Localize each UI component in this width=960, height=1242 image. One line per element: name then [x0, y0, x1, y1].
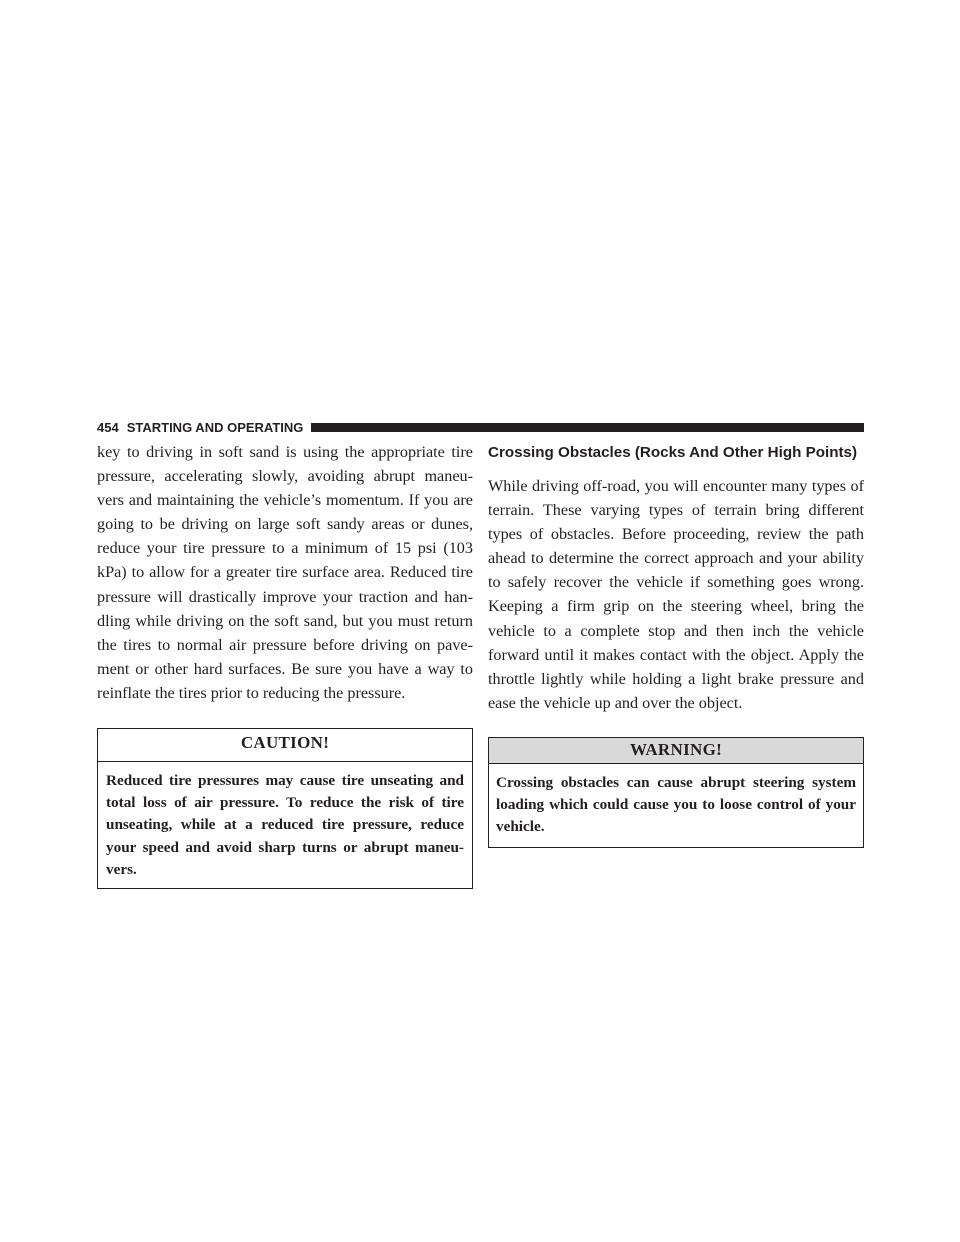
warning-title: WARNING!: [489, 738, 863, 764]
caution-text: Reduced tire pressures may cause tire unseating and total loss of air pressure. To reduce the risk of tire unseating, while at a reduced tire pressure, reduce your speed and avoid sharp turns or abrupt maneu-vers.: [106, 772, 464, 878]
crossing-obstacles-paragraph: While driving off-road, you will encounter many types of terrain. These varying types of terrain bring different types of obstacles. Before proceeding, review the path ahead to determine the correct approach and your ability to safely recover the vehicle if something goes wrong. Keeping a firm grip on the steering wheel, bring the vehicle to a complete stop and then inch the vehicle forward until it makes contact with the object. Apply the throttle lightly while holding a light brake pressure and ease the vehicle up and over the object.: [488, 477, 864, 712]
caution-box: [97, 728, 473, 889]
warning-box: [488, 737, 864, 848]
page-number: 454: [97, 419, 119, 435]
right-column: [488, 440, 864, 848]
page-header: [97, 418, 864, 436]
header-rule: [311, 423, 864, 432]
section-title: STARTING AND OPERATING: [126, 419, 304, 435]
crossing-obstacles-heading: Crossing Obstacles (Rocks And Other High Points): [488, 444, 858, 461]
left-column: [97, 440, 473, 889]
sand-driving-paragraph: key to driving in soft sand is using the appropriate tire pressure, accelerating slowly, avoiding abrupt maneu-vers and maintaining the vehicle’s momentum. If you are going to be driving on large soft sandy areas or dunes, reduce your tire pressure to a minimum of 15 psi (103 kPa) to allow for a greater tire surface area. Reduced tire pressure will drastically improve your traction and han-dling while driving on the soft sand, but you must return the tires to normal air pressure before driving on pave-ment or other hard surfaces. Be sure you have a way to reinflate the tires prior to reducing the pressure.: [97, 443, 473, 702]
caution-title: CAUTION!: [98, 729, 472, 762]
warning-text: Crossing obstacles can cause abrupt steering system loading which could cause you to loose control of your vehicle.: [496, 773, 856, 836]
